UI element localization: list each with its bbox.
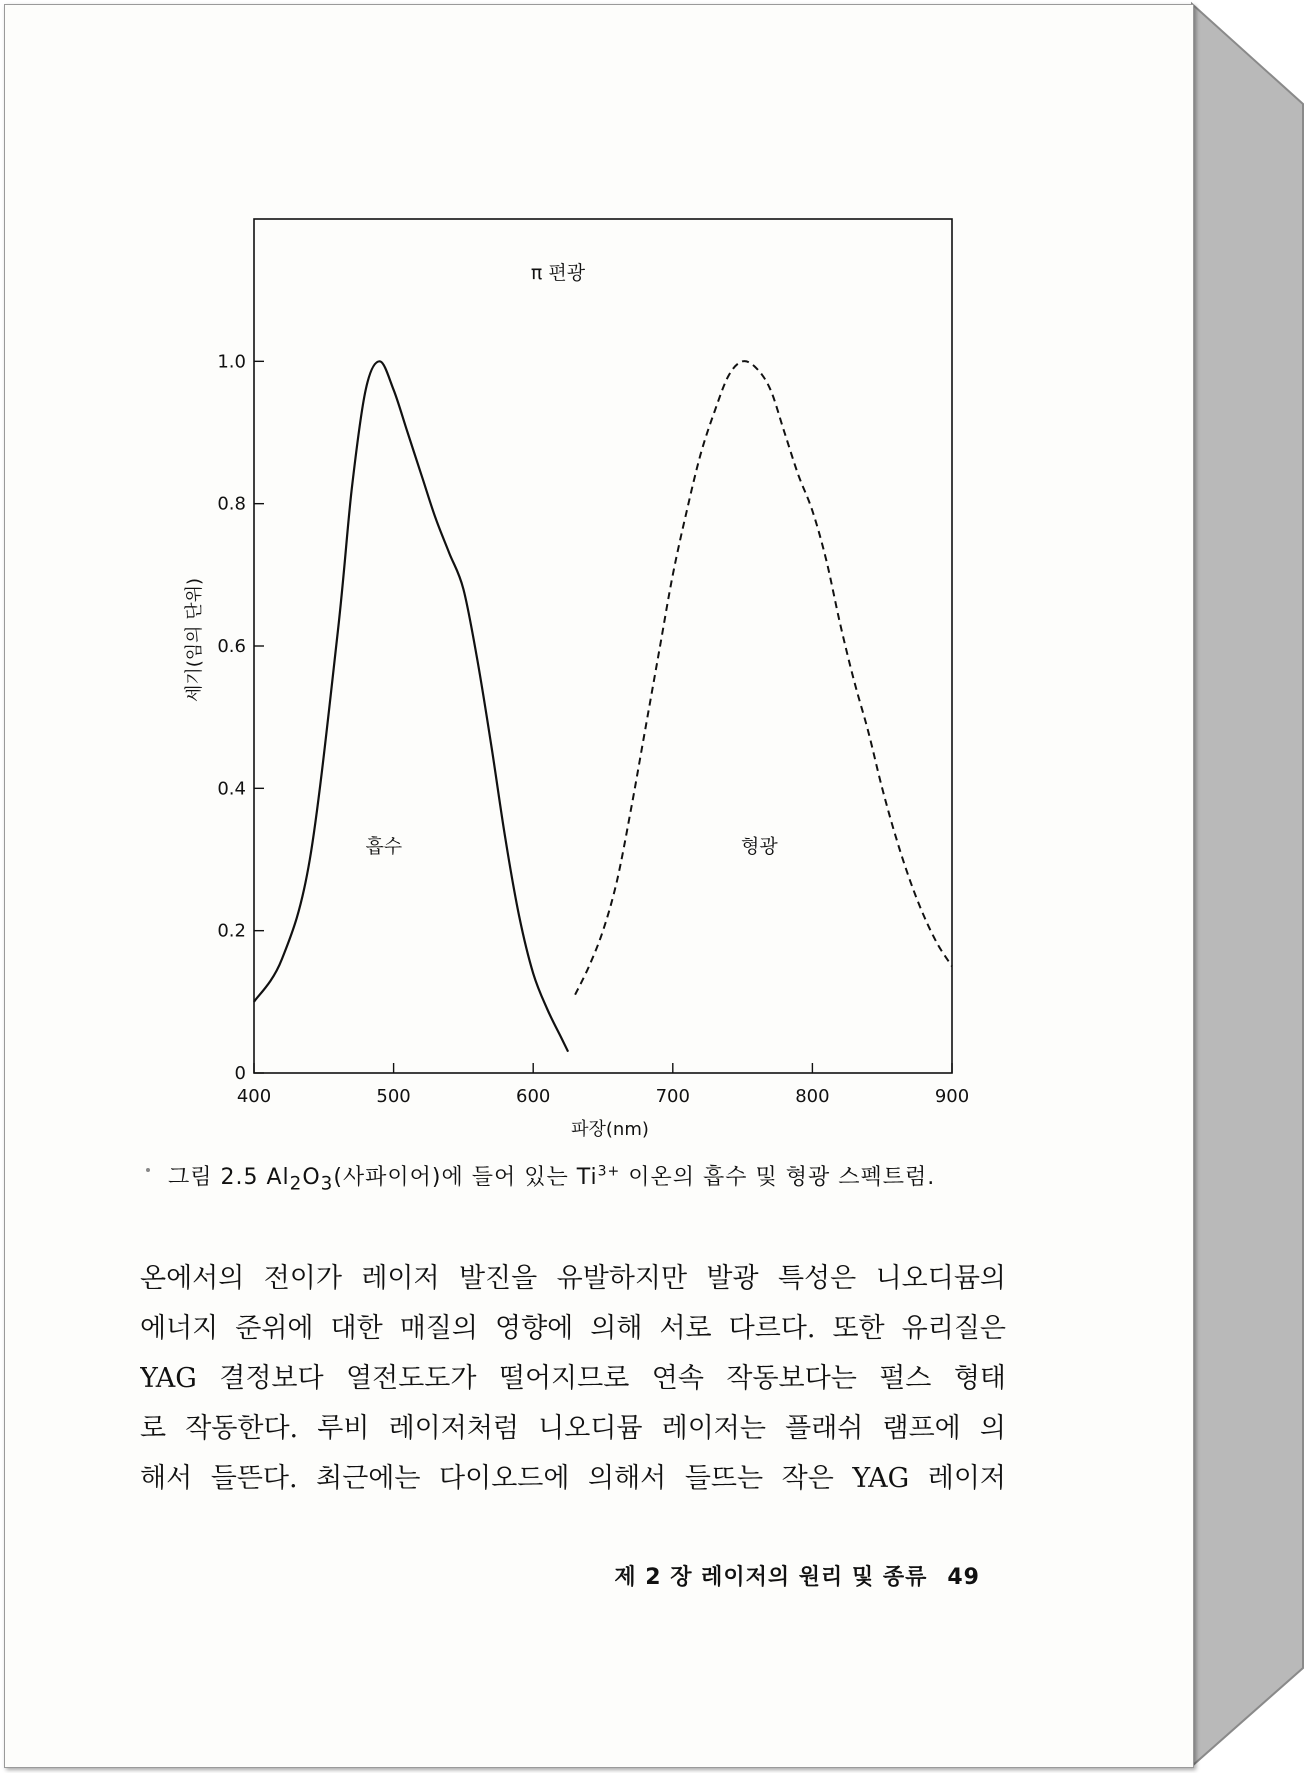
caption-suffix: 이온의 흡수 및 형광 스펙트럼. [620, 1165, 936, 1190]
page-number: 49 [947, 1565, 980, 1590]
x-tick-label: 900 [934, 1086, 970, 1107]
caption-formula-al: Al [266, 1165, 290, 1190]
x-axis-label: 파장(nm) [571, 1119, 649, 1140]
x-tick-label: 500 [376, 1086, 411, 1107]
y-tick-label: 0 [234, 1063, 246, 1084]
body-line: 해서 들뜬다. 최근에는 다이오드에 의해서 들뜨는 작은 YAG 레이저 [140, 1463, 1006, 1494]
body-line: 에너지 준위에 대한 매질의 영향에 의해 서로 다르다. 또한 유리질은 [140, 1313, 1006, 1344]
running-footer [600, 1560, 980, 1591]
series-line-fluorescence [575, 361, 952, 995]
y-tick-label: 0.2 [217, 920, 246, 942]
caption-superscript: 3+ [597, 1163, 621, 1180]
series-layer [254, 361, 952, 1052]
body-line: 온에서의 전이가 레이저 발진을 유발하지만 발광 특성은 니오디뮴의 [140, 1263, 1006, 1294]
x-tick-label: 800 [795, 1086, 830, 1107]
plot-frame [254, 219, 952, 1073]
margin-mark [146, 1168, 150, 1172]
series-line-absorption [254, 361, 568, 1051]
caption-formula-o: O [302, 1165, 321, 1190]
y-axis [217, 351, 264, 1084]
chart-title: π 편광 [530, 262, 586, 284]
x-tick-label: 700 [655, 1086, 690, 1107]
footer-chapter: 제 2 장 레이저의 원리 및 종류 [614, 1565, 928, 1590]
x-axis [234, 1063, 970, 1107]
body-paragraph [140, 1254, 1006, 1504]
body-line: YAG 결정보다 열전도도가 떨어지므로 연속 작동보다는 펄스 형태 [140, 1363, 1006, 1394]
y-tick-label: 1.0 [217, 351, 246, 373]
x-tick-label: 600 [516, 1086, 551, 1107]
body-line: 로 작동한다. 루비 레이저처럼 니오디뮴 레이저는 플래쉬 램프에 의 [140, 1413, 1006, 1444]
y-tick-label: 0.6 [217, 636, 246, 657]
caption-sub-1: 2 [289, 1173, 303, 1195]
y-tick-label: 0.8 [217, 493, 246, 515]
caption-mid: (사파이어)에 들어 있는 Ti [333, 1165, 598, 1190]
series-label-fluorescence: 형광 [740, 835, 778, 858]
caption-prefix: 그림 2.5 [168, 1165, 267, 1190]
figure-caption [168, 1160, 1068, 1194]
series-label-absorption: 흡수 [365, 835, 403, 858]
x-tick-label: 400 [236, 1086, 272, 1107]
y-axis-label: 세기(임의 단위) [184, 577, 205, 703]
caption-sub-2: 3 [320, 1173, 334, 1195]
y-tick-label: 0.4 [217, 778, 246, 800]
